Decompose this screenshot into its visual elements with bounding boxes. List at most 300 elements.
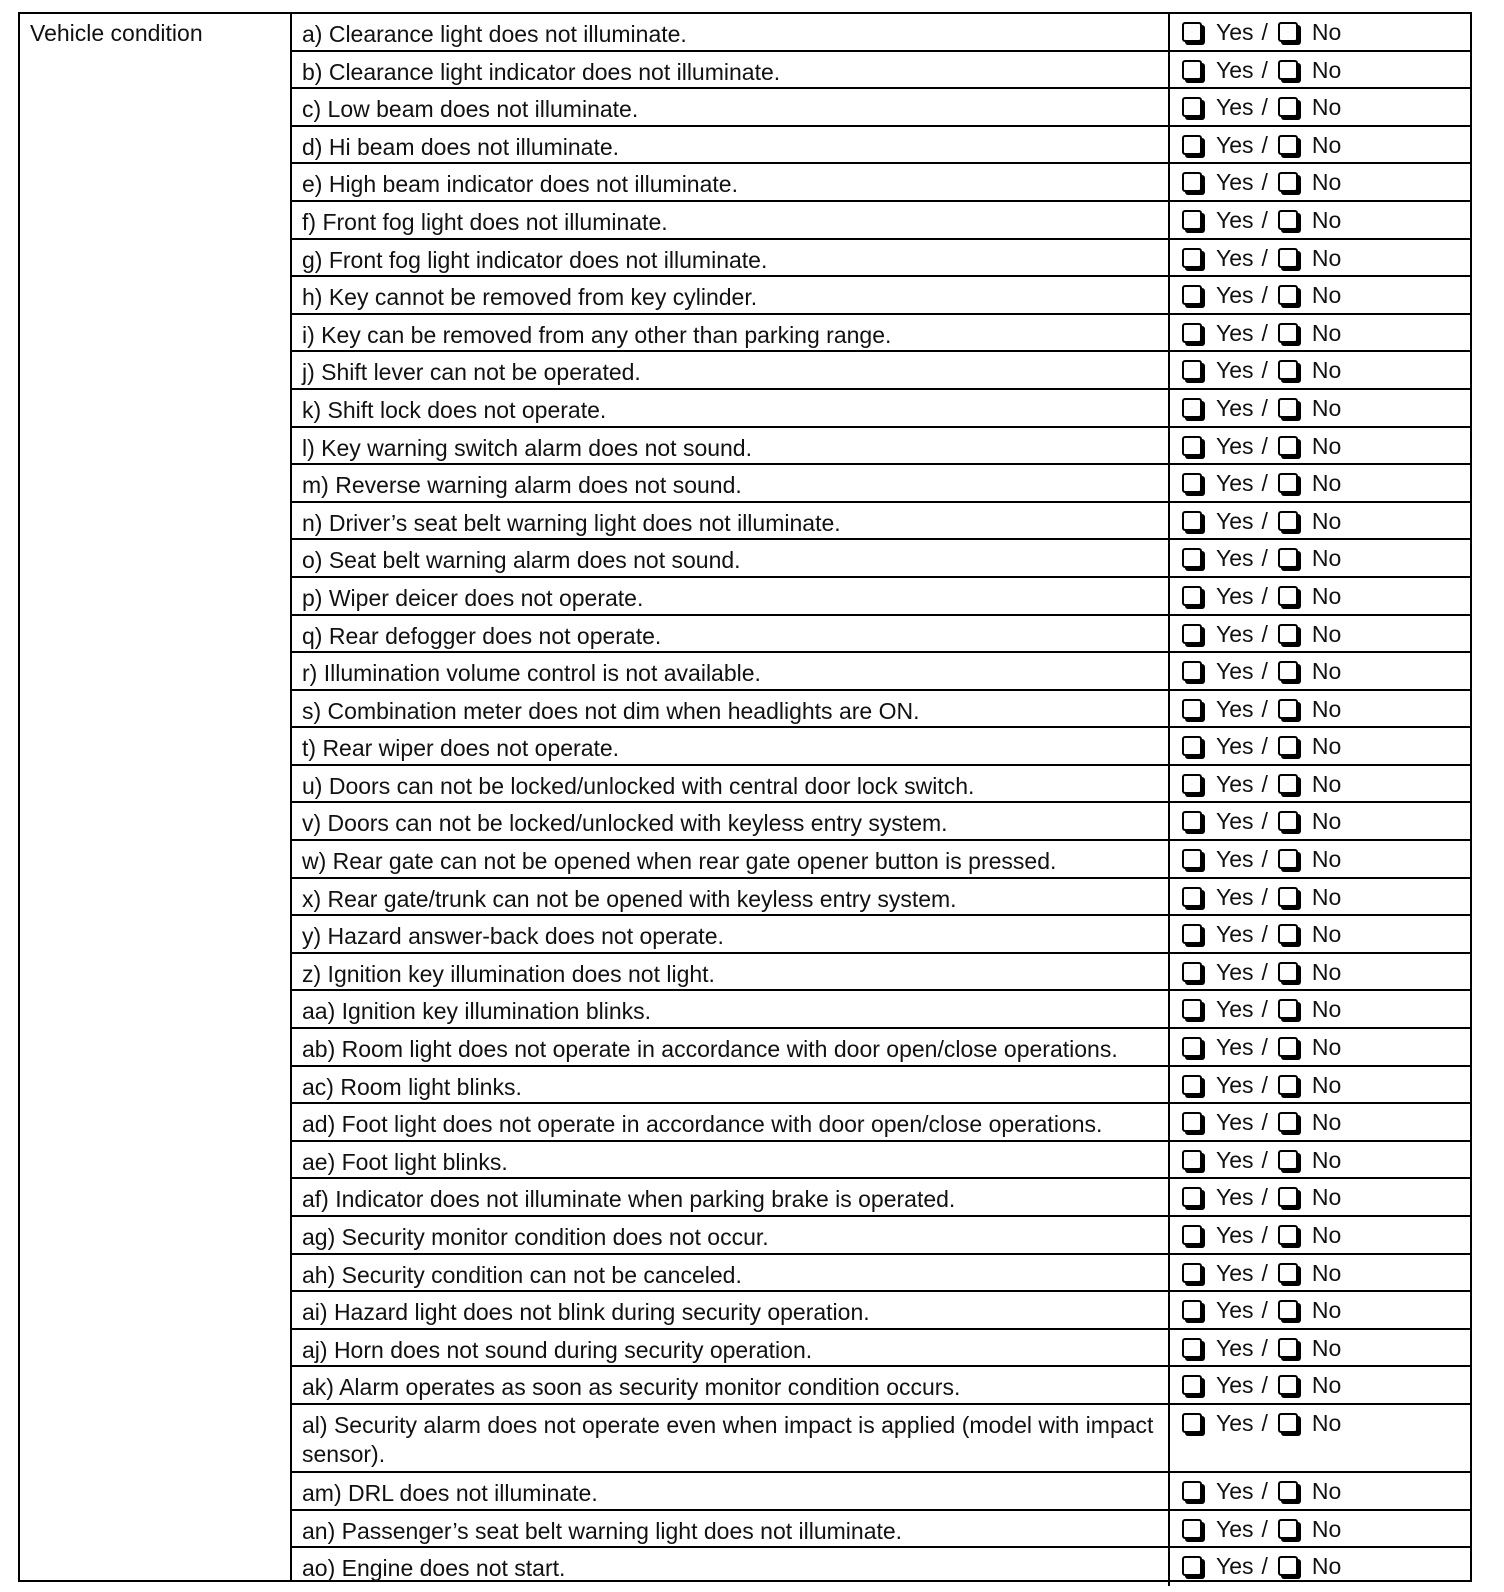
table-row xyxy=(292,1255,1470,1293)
yes-checkbox[interactable] xyxy=(1182,97,1202,117)
table-row xyxy=(292,991,1470,1029)
answer-separator: / xyxy=(1261,1409,1268,1436)
condition-description: ao) Engine does not start. xyxy=(292,1548,1170,1586)
condition-description: u) Doors can not be locked/unlocked with central door lock switch. xyxy=(292,766,1170,802)
no-checkbox[interactable] xyxy=(1278,999,1298,1019)
yes-checkbox[interactable] xyxy=(1182,1375,1202,1395)
answer-separator: / xyxy=(1261,658,1268,685)
yes-label: Yes xyxy=(1216,1372,1254,1399)
no-label: No xyxy=(1311,1515,1342,1542)
answer-cell xyxy=(1170,1067,1470,1103)
no-checkbox[interactable] xyxy=(1278,285,1298,305)
table-row xyxy=(292,616,1470,654)
condition-description: ad) Foot light does not operate in accordance with door open/close operations. xyxy=(292,1104,1170,1140)
answer-separator: / xyxy=(1261,470,1268,497)
answer-separator: / xyxy=(1261,507,1268,534)
answer-cell xyxy=(1170,1029,1470,1065)
yes-checkbox[interactable] xyxy=(1182,210,1202,230)
yes-label: Yes xyxy=(1216,1222,1254,1248)
no-checkbox[interactable] xyxy=(1278,1112,1298,1132)
no-label: No xyxy=(1311,131,1342,158)
no-label: No xyxy=(1311,1553,1342,1580)
no-label: No xyxy=(1311,582,1342,609)
yes-label: Yes xyxy=(1216,1477,1254,1504)
table-row xyxy=(292,89,1470,127)
condition-description: q) Rear defogger does not operate. xyxy=(292,616,1170,652)
no-label: No xyxy=(1311,432,1342,459)
no-checkbox[interactable] xyxy=(1278,849,1298,869)
no-checkbox[interactable] xyxy=(1278,1150,1298,1170)
table-row xyxy=(292,803,1470,841)
answer-cell xyxy=(1170,616,1470,652)
answer-cell xyxy=(1170,879,1470,915)
answer-cell xyxy=(1170,803,1470,839)
no-checkbox[interactable] xyxy=(1278,1263,1298,1283)
condition-description: e) High beam indicator does not illuminate. xyxy=(292,164,1170,200)
condition-description: am) DRL does not illuminate. xyxy=(292,1473,1170,1509)
no-label: No xyxy=(1311,1409,1342,1436)
yes-label: Yes xyxy=(1216,1553,1254,1580)
yes-label: Yes xyxy=(1216,244,1254,271)
yes-label: Yes xyxy=(1216,883,1254,910)
condition-description: r) Illumination volume control is not available. xyxy=(292,653,1170,689)
no-checkbox[interactable] xyxy=(1278,962,1298,982)
yes-checkbox[interactable] xyxy=(1182,699,1202,719)
no-checkbox[interactable] xyxy=(1278,1375,1298,1395)
answer-separator: / xyxy=(1261,1553,1268,1580)
condition-description: ah) Security condition can not be canceled. xyxy=(292,1255,1170,1291)
answer-separator: / xyxy=(1261,1372,1268,1399)
yes-label: Yes xyxy=(1216,620,1254,647)
table-row xyxy=(292,728,1470,766)
yes-checkbox[interactable] xyxy=(1182,811,1202,831)
condition-label: Vehicle condition xyxy=(20,14,292,1580)
answer-separator: / xyxy=(1261,394,1268,421)
yes-checkbox[interactable] xyxy=(1182,962,1202,982)
no-checkbox[interactable] xyxy=(1278,736,1298,756)
answer-cell xyxy=(1170,540,1470,576)
condition-description: o) Seat belt warning alarm does not sound. xyxy=(292,540,1170,576)
no-checkbox[interactable] xyxy=(1278,135,1298,155)
yes-checkbox[interactable] xyxy=(1182,1150,1202,1170)
condition-description: m) Reverse warning alarm does not sound. xyxy=(292,465,1170,501)
no-label: No xyxy=(1311,206,1342,233)
condition-description: ab) Room light does not operate in accordance with door open/close operations. xyxy=(292,1029,1170,1065)
yes-checkbox[interactable] xyxy=(1182,1263,1202,1283)
yes-label: Yes xyxy=(1216,19,1254,45)
yes-checkbox[interactable] xyxy=(1182,624,1202,644)
yes-label: Yes xyxy=(1216,1034,1254,1061)
condition-description: y) Hazard answer-back does not operate. xyxy=(292,916,1170,952)
no-label: No xyxy=(1311,394,1342,421)
condition-description: ac) Room light blinks. xyxy=(292,1067,1170,1103)
no-label: No xyxy=(1311,733,1342,760)
condition-description: an) Passenger’s seat belt warning light does not illuminate. xyxy=(292,1511,1170,1547)
yes-checkbox[interactable] xyxy=(1182,285,1202,305)
answer-cell xyxy=(1170,728,1470,764)
answer-cell xyxy=(1170,841,1470,877)
condition-description: a) Clearance light does not illuminate. xyxy=(292,14,1170,50)
yes-checkbox[interactable] xyxy=(1182,172,1202,192)
answer-cell xyxy=(1170,52,1470,88)
answer-cell xyxy=(1170,1405,1470,1471)
yes-checkbox[interactable] xyxy=(1182,999,1202,1019)
yes-checkbox[interactable] xyxy=(1182,1225,1202,1245)
no-checkbox[interactable] xyxy=(1278,624,1298,644)
table-row xyxy=(292,1548,1470,1586)
table-row xyxy=(292,315,1470,353)
answer-separator: / xyxy=(1261,206,1268,233)
answer-cell xyxy=(1170,691,1470,727)
yes-checkbox[interactable] xyxy=(1182,661,1202,681)
condition-description: aj) Horn does not sound during security operation. xyxy=(292,1330,1170,1366)
yes-checkbox[interactable] xyxy=(1182,1519,1202,1539)
no-checkbox[interactable] xyxy=(1278,1075,1298,1095)
yes-label: Yes xyxy=(1216,658,1254,685)
yes-label: Yes xyxy=(1216,582,1254,609)
table-row xyxy=(292,503,1470,541)
yes-checkbox[interactable] xyxy=(1182,60,1202,80)
answer-separator: / xyxy=(1261,282,1268,309)
answer-separator: / xyxy=(1261,244,1268,271)
table-row xyxy=(292,1292,1470,1330)
condition-description: v) Doors can not be locked/unlocked with keyless entry system. xyxy=(292,803,1170,839)
no-checkbox[interactable] xyxy=(1278,1037,1298,1057)
no-label: No xyxy=(1311,1071,1342,1098)
table-row xyxy=(292,1473,1470,1511)
yes-label: Yes xyxy=(1216,507,1254,534)
no-checkbox[interactable] xyxy=(1278,1556,1298,1576)
answer-separator: / xyxy=(1261,1184,1268,1211)
table-row xyxy=(292,1367,1470,1405)
table-row xyxy=(292,879,1470,917)
answer-separator: / xyxy=(1261,883,1268,910)
yes-checkbox[interactable] xyxy=(1182,135,1202,155)
condition-description: w) Rear gate can not be opened when rear gate opener button is pressed. xyxy=(292,841,1170,877)
yes-label: Yes xyxy=(1216,1184,1254,1211)
answer-cell xyxy=(1170,352,1470,388)
no-checkbox[interactable] xyxy=(1278,248,1298,268)
yes-checkbox[interactable] xyxy=(1182,849,1202,869)
condition-description: g) Front fog light indicator does not illuminate. xyxy=(292,240,1170,276)
no-label: No xyxy=(1311,695,1342,722)
yes-checkbox[interactable] xyxy=(1182,473,1202,493)
condition-description: aa) Ignition key illumination blinks. xyxy=(292,991,1170,1027)
answer-cell xyxy=(1170,428,1470,464)
yes-checkbox[interactable] xyxy=(1182,511,1202,531)
answer-separator: / xyxy=(1261,733,1268,760)
no-checkbox[interactable] xyxy=(1278,473,1298,493)
yes-label: Yes xyxy=(1216,319,1254,346)
answer-separator: / xyxy=(1261,1477,1268,1504)
no-label: No xyxy=(1311,1222,1342,1248)
table-row xyxy=(292,691,1470,729)
no-label: No xyxy=(1311,1109,1342,1136)
condition-description: c) Low beam does not illuminate. xyxy=(292,89,1170,125)
yes-checkbox[interactable] xyxy=(1182,1481,1202,1501)
yes-label: Yes xyxy=(1216,94,1254,121)
answer-separator: / xyxy=(1261,695,1268,722)
condition-description: ae) Foot light blinks. xyxy=(292,1142,1170,1178)
no-checkbox[interactable] xyxy=(1278,172,1298,192)
answer-cell xyxy=(1170,1217,1470,1253)
answer-separator: / xyxy=(1261,846,1268,873)
no-checkbox[interactable] xyxy=(1278,398,1298,418)
yes-label: Yes xyxy=(1216,695,1254,722)
answer-cell xyxy=(1170,89,1470,125)
answer-separator: / xyxy=(1261,56,1268,83)
no-checkbox[interactable] xyxy=(1278,323,1298,343)
table-row xyxy=(292,202,1470,240)
yes-label: Yes xyxy=(1216,1259,1254,1286)
no-label: No xyxy=(1311,357,1342,384)
table-row xyxy=(292,1104,1470,1142)
condition-description: k) Shift lock does not operate. xyxy=(292,390,1170,426)
no-checkbox[interactable] xyxy=(1278,661,1298,681)
answer-cell xyxy=(1170,1511,1470,1547)
no-label: No xyxy=(1311,1372,1342,1399)
yes-checkbox[interactable] xyxy=(1182,774,1202,794)
table-row xyxy=(292,578,1470,616)
answer-cell xyxy=(1170,1292,1470,1328)
yes-label: Yes xyxy=(1216,1409,1254,1436)
answer-cell xyxy=(1170,1330,1470,1366)
answer-separator: / xyxy=(1261,94,1268,121)
no-checkbox[interactable] xyxy=(1278,811,1298,831)
no-label: No xyxy=(1311,1259,1342,1286)
table-row xyxy=(292,1179,1470,1217)
no-label: No xyxy=(1311,94,1342,121)
yes-checkbox[interactable] xyxy=(1182,887,1202,907)
vehicle-condition-table xyxy=(18,12,1472,1582)
yes-label: Yes xyxy=(1216,545,1254,572)
no-checkbox[interactable] xyxy=(1278,511,1298,531)
no-checkbox[interactable] xyxy=(1278,360,1298,380)
yes-label: Yes xyxy=(1216,432,1254,459)
yes-label: Yes xyxy=(1216,921,1254,948)
answer-separator: / xyxy=(1261,770,1268,797)
yes-checkbox[interactable] xyxy=(1182,1187,1202,1207)
answer-cell xyxy=(1170,1142,1470,1178)
condition-description: s) Combination meter does not dim when headlights are ON. xyxy=(292,691,1170,727)
no-label: No xyxy=(1311,169,1342,196)
no-label: No xyxy=(1311,883,1342,910)
answer-separator: / xyxy=(1261,1259,1268,1286)
yes-label: Yes xyxy=(1216,808,1254,835)
no-label: No xyxy=(1311,770,1342,797)
no-checkbox[interactable] xyxy=(1278,774,1298,794)
no-label: No xyxy=(1311,658,1342,685)
answer-separator: / xyxy=(1261,958,1268,985)
table-row xyxy=(292,352,1470,390)
no-checkbox[interactable] xyxy=(1278,1338,1298,1358)
no-checkbox[interactable] xyxy=(1278,1300,1298,1320)
yes-checkbox[interactable] xyxy=(1182,1300,1202,1320)
condition-description: b) Clearance light indicator does not illuminate. xyxy=(292,52,1170,88)
no-checkbox[interactable] xyxy=(1278,586,1298,606)
yes-label: Yes xyxy=(1216,282,1254,309)
answer-separator: / xyxy=(1261,996,1268,1023)
condition-description: t) Rear wiper does not operate. xyxy=(292,728,1170,764)
no-checkbox[interactable] xyxy=(1278,210,1298,230)
yes-checkbox[interactable] xyxy=(1182,248,1202,268)
table-row xyxy=(292,1142,1470,1180)
table-row xyxy=(292,841,1470,879)
table-row xyxy=(292,766,1470,804)
yes-label: Yes xyxy=(1216,470,1254,497)
table-row xyxy=(292,653,1470,691)
answer-cell xyxy=(1170,202,1470,238)
no-checkbox[interactable] xyxy=(1278,1413,1298,1433)
no-label: No xyxy=(1311,620,1342,647)
answer-cell xyxy=(1170,1179,1470,1215)
no-label: No xyxy=(1311,808,1342,835)
answer-cell xyxy=(1170,465,1470,501)
yes-checkbox[interactable] xyxy=(1182,548,1202,568)
answer-separator: / xyxy=(1261,620,1268,647)
yes-label: Yes xyxy=(1216,1515,1254,1542)
yes-checkbox[interactable] xyxy=(1182,436,1202,456)
yes-label: Yes xyxy=(1216,1109,1254,1136)
yes-label: Yes xyxy=(1216,1146,1254,1173)
answer-cell xyxy=(1170,14,1470,50)
answer-cell xyxy=(1170,503,1470,539)
yes-label: Yes xyxy=(1216,996,1254,1023)
condition-rows xyxy=(292,14,1470,1580)
answer-separator: / xyxy=(1261,1071,1268,1098)
answer-cell xyxy=(1170,315,1470,351)
answer-separator: / xyxy=(1261,319,1268,346)
yes-checkbox[interactable] xyxy=(1182,1075,1202,1095)
table-row xyxy=(292,1029,1470,1067)
no-checkbox[interactable] xyxy=(1278,887,1298,907)
table-row xyxy=(292,428,1470,466)
no-label: No xyxy=(1311,470,1342,497)
table-row xyxy=(292,390,1470,428)
no-label: No xyxy=(1311,244,1342,271)
condition-description: h) Key cannot be removed from key cylinder. xyxy=(292,277,1170,313)
answer-separator: / xyxy=(1261,1034,1268,1061)
yes-checkbox[interactable] xyxy=(1182,1338,1202,1358)
yes-label: Yes xyxy=(1216,206,1254,233)
no-label: No xyxy=(1311,545,1342,572)
condition-description: ak) Alarm operates as soon as security monitor condition occurs. xyxy=(292,1367,1170,1403)
answer-cell xyxy=(1170,1367,1470,1403)
answer-separator: / xyxy=(1261,19,1268,45)
answer-separator: / xyxy=(1261,1297,1268,1324)
no-label: No xyxy=(1311,921,1342,948)
answer-cell xyxy=(1170,1548,1470,1586)
no-checkbox[interactable] xyxy=(1278,97,1298,117)
condition-description: l) Key warning switch alarm does not sound. xyxy=(292,428,1170,464)
no-label: No xyxy=(1311,19,1342,45)
answer-cell xyxy=(1170,127,1470,163)
yes-checkbox[interactable] xyxy=(1182,398,1202,418)
answer-separator: / xyxy=(1261,169,1268,196)
answer-separator: / xyxy=(1261,1222,1268,1248)
table-row xyxy=(292,1511,1470,1549)
yes-checkbox[interactable] xyxy=(1182,586,1202,606)
answer-cell xyxy=(1170,277,1470,313)
yes-label: Yes xyxy=(1216,169,1254,196)
table-row xyxy=(292,916,1470,954)
no-checkbox[interactable] xyxy=(1278,1225,1298,1245)
yes-checkbox[interactable] xyxy=(1182,1037,1202,1057)
no-label: No xyxy=(1311,1184,1342,1211)
no-checkbox[interactable] xyxy=(1278,436,1298,456)
yes-label: Yes xyxy=(1216,1334,1254,1361)
table-row xyxy=(292,52,1470,90)
yes-checkbox[interactable] xyxy=(1182,924,1202,944)
answer-cell xyxy=(1170,1104,1470,1140)
answer-cell xyxy=(1170,991,1470,1027)
answer-separator: / xyxy=(1261,1109,1268,1136)
condition-description: x) Rear gate/trunk can not be opened with keyless entry system. xyxy=(292,879,1170,915)
yes-checkbox[interactable] xyxy=(1182,1112,1202,1132)
no-label: No xyxy=(1311,1034,1342,1061)
yes-label: Yes xyxy=(1216,357,1254,384)
yes-label: Yes xyxy=(1216,770,1254,797)
no-label: No xyxy=(1311,996,1342,1023)
table-row xyxy=(292,954,1470,992)
no-checkbox[interactable] xyxy=(1278,699,1298,719)
answer-separator: / xyxy=(1261,921,1268,948)
answer-cell xyxy=(1170,916,1470,952)
yes-checkbox[interactable] xyxy=(1182,736,1202,756)
yes-label: Yes xyxy=(1216,56,1254,83)
yes-label: Yes xyxy=(1216,958,1254,985)
no-checkbox[interactable] xyxy=(1278,22,1298,42)
condition-description: z) Ignition key illumination does not light. xyxy=(292,954,1170,990)
answer-separator: / xyxy=(1261,808,1268,835)
answer-cell xyxy=(1170,1473,1470,1509)
answer-cell xyxy=(1170,240,1470,276)
table-row xyxy=(292,164,1470,202)
no-label: No xyxy=(1311,507,1342,534)
no-checkbox[interactable] xyxy=(1278,548,1298,568)
no-checkbox[interactable] xyxy=(1278,1519,1298,1539)
answer-separator: / xyxy=(1261,1146,1268,1173)
table-row xyxy=(292,1405,1470,1473)
no-checkbox[interactable] xyxy=(1278,924,1298,944)
table-row xyxy=(292,14,1470,52)
yes-checkbox[interactable] xyxy=(1182,1413,1202,1433)
no-checkbox[interactable] xyxy=(1278,60,1298,80)
table-row xyxy=(292,240,1470,278)
answer-separator: / xyxy=(1261,131,1268,158)
answer-separator: / xyxy=(1261,432,1268,459)
yes-checkbox[interactable] xyxy=(1182,360,1202,380)
no-checkbox[interactable] xyxy=(1278,1481,1298,1501)
no-label: No xyxy=(1311,958,1342,985)
yes-label: Yes xyxy=(1216,846,1254,873)
yes-checkbox[interactable] xyxy=(1182,323,1202,343)
answer-cell xyxy=(1170,766,1470,802)
answer-cell xyxy=(1170,578,1470,614)
condition-description: d) Hi beam does not illuminate. xyxy=(292,127,1170,163)
condition-description: ai) Hazard light does not blink during security operation. xyxy=(292,1292,1170,1328)
answer-cell xyxy=(1170,164,1470,200)
yes-checkbox[interactable] xyxy=(1182,22,1202,42)
condition-description: ag) Security monitor condition does not occur. xyxy=(292,1217,1170,1253)
yes-label: Yes xyxy=(1216,733,1254,760)
yes-label: Yes xyxy=(1216,131,1254,158)
yes-checkbox[interactable] xyxy=(1182,1556,1202,1576)
no-checkbox[interactable] xyxy=(1278,1187,1298,1207)
answer-cell xyxy=(1170,1255,1470,1291)
no-label: No xyxy=(1311,1477,1342,1504)
yes-label: Yes xyxy=(1216,394,1254,421)
